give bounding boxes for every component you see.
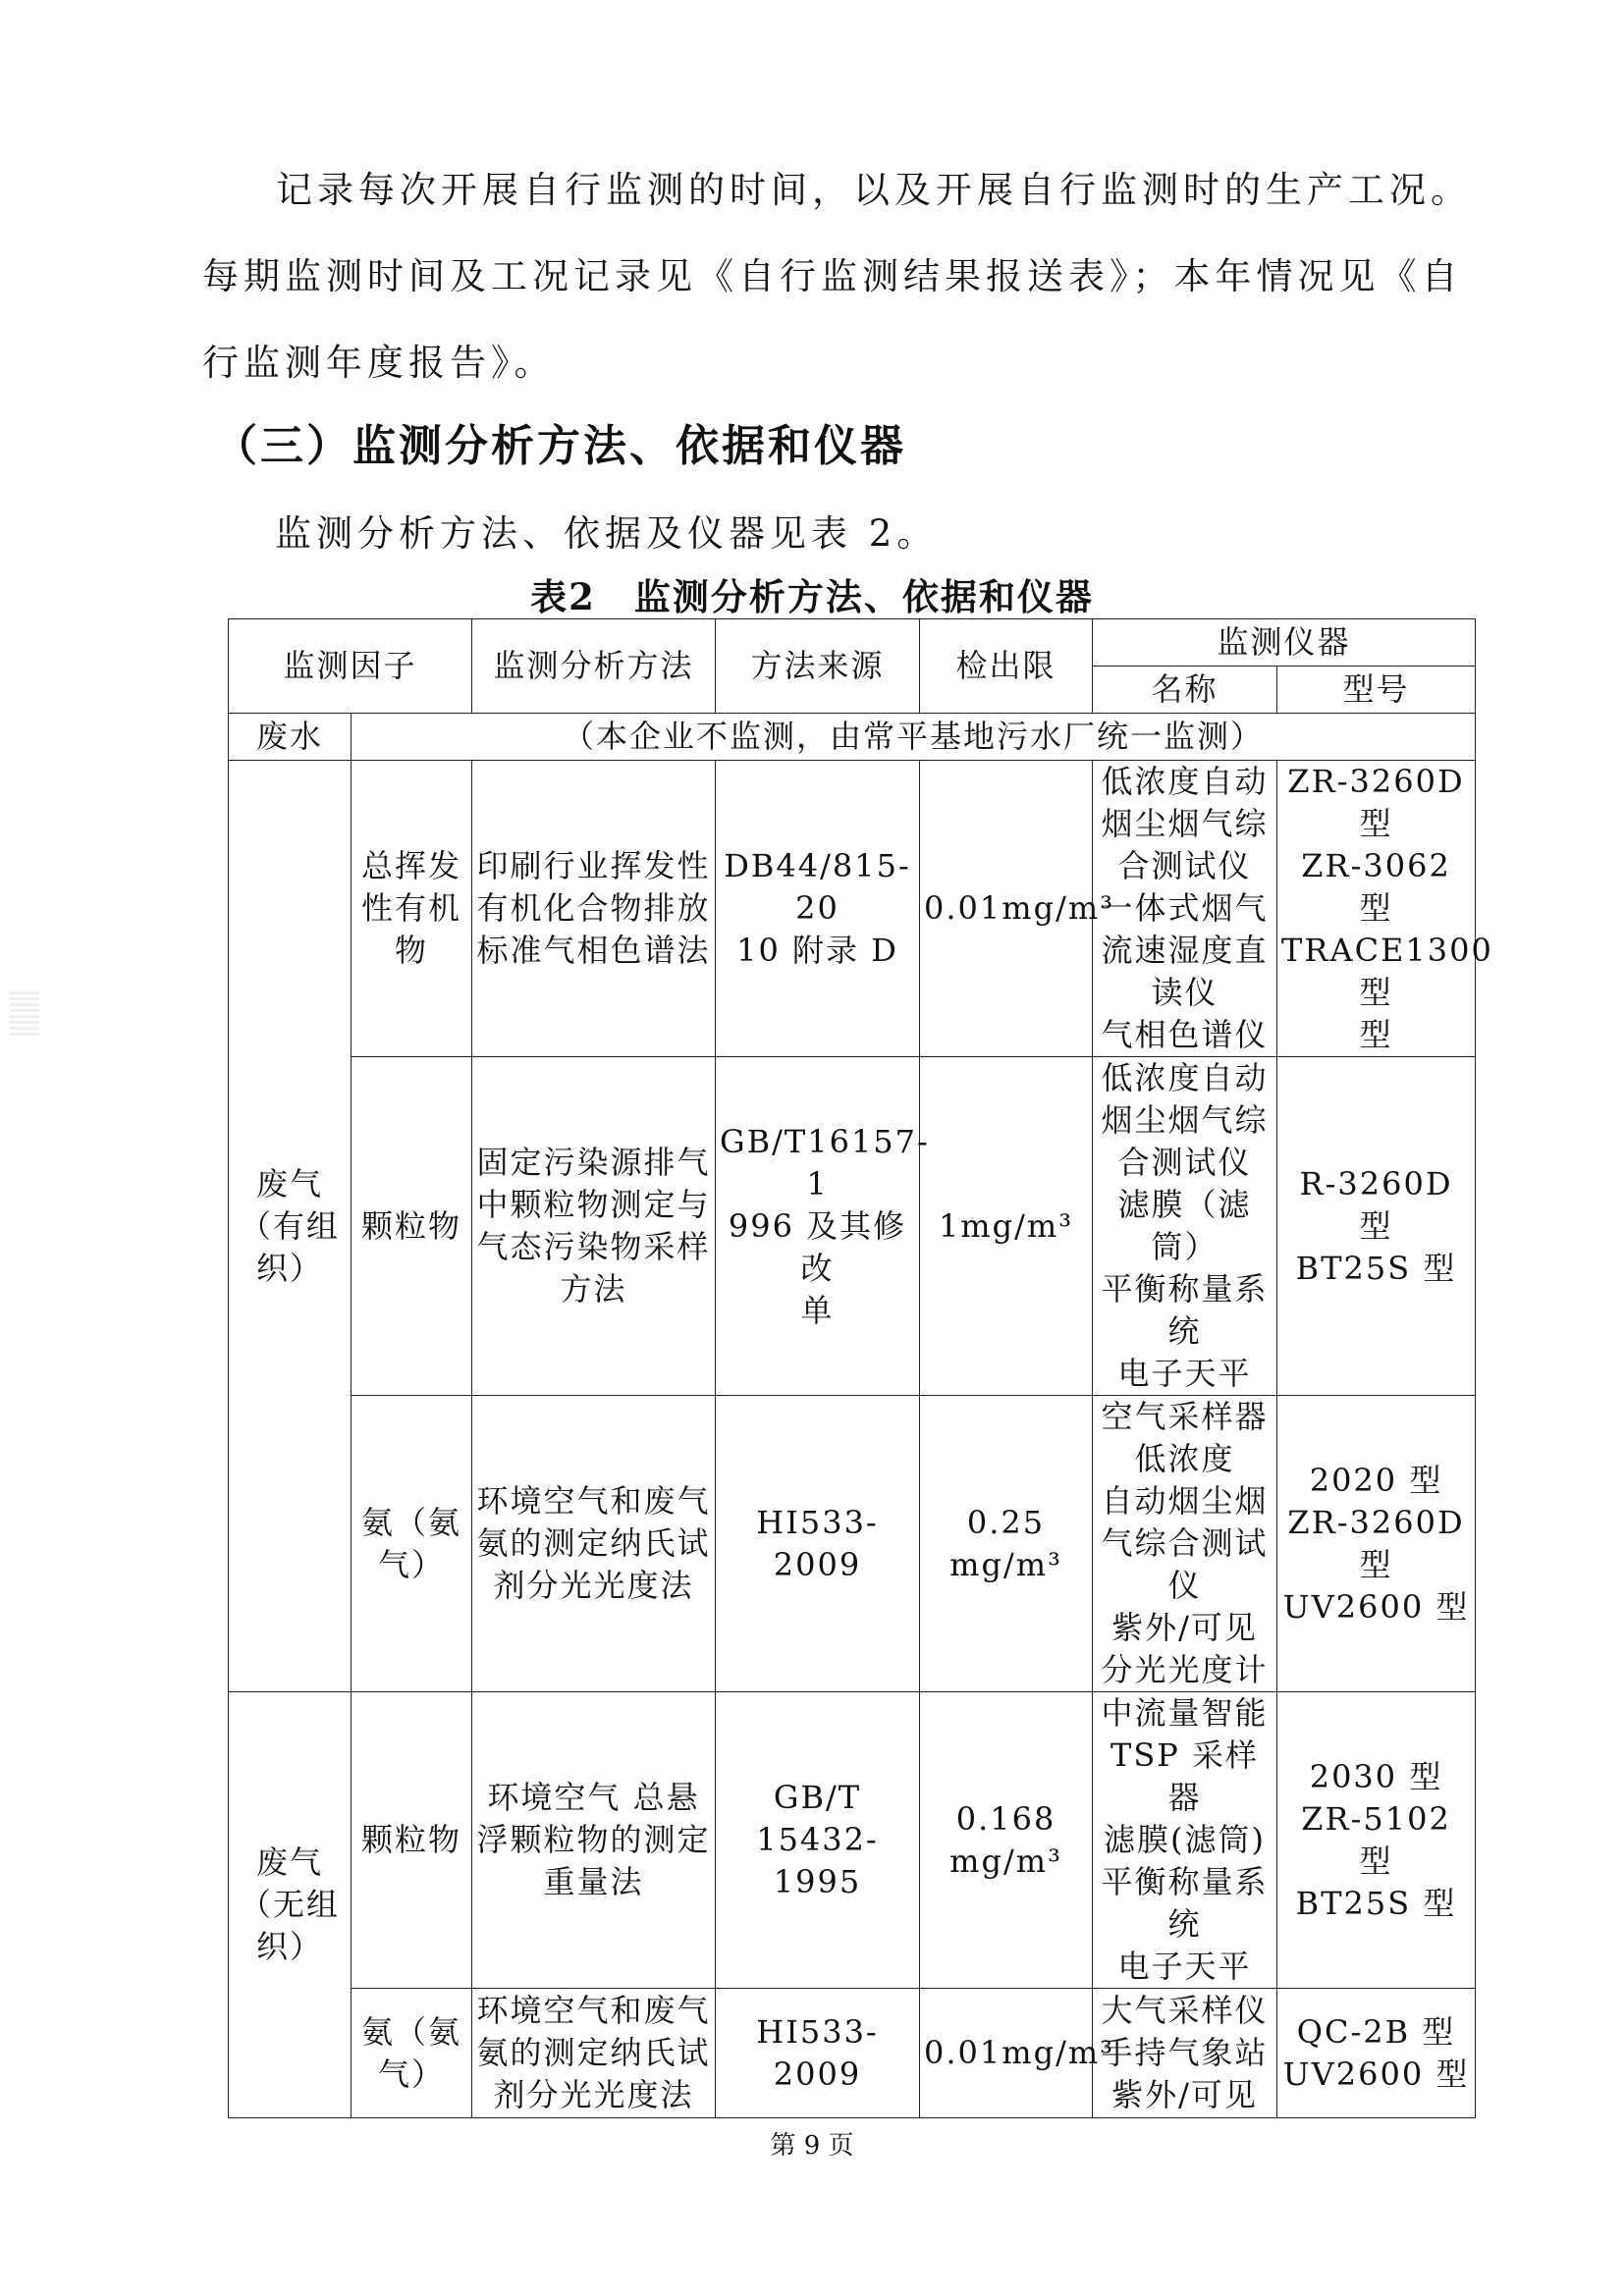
header-method: 监测分析方法 xyxy=(472,619,716,714)
monitoring-methods-table xyxy=(228,618,1493,2118)
row5-source: HI533-2009 xyxy=(716,1989,920,2118)
row2-limit: 1mg/m³ xyxy=(920,1057,1093,1396)
row1-instrument-names: 低浓度自动 烟尘烟气综 合测试仪 一体式烟气 流速湿度直 读仪 气相色谱仪 xyxy=(1093,761,1277,1057)
table-caption: 表2 监测分析方法、依据和仪器 xyxy=(530,575,1094,618)
section-heading: （三）监测分析方法、依据和仪器 xyxy=(214,421,906,471)
row4-source: GB/T 15432-1995 xyxy=(716,1692,920,1989)
table-row xyxy=(229,1989,1476,2118)
row3-source: HI533-2009 xyxy=(716,1396,920,1692)
header-instrument: 监测仪器 xyxy=(1093,619,1476,667)
header-source: 方法来源 xyxy=(716,619,920,714)
row5-instrument-names: 大气采样仪 手持气象站 紫外/可见 xyxy=(1093,1989,1277,2118)
row2-instrument-models: R-3260D 型 BT25S 型 xyxy=(1277,1057,1476,1396)
scan-artifact xyxy=(10,991,39,1036)
wastewater-note: （本企业不监测，由常平基地污水厂统一监测） xyxy=(352,714,1476,761)
row2-instrument-names: 低浓度自动 烟尘烟气综 合测试仪 滤膜（滤筒） 平衡称量系 统 电子天平 xyxy=(1093,1057,1277,1396)
table-row xyxy=(229,1057,1476,1396)
table-row xyxy=(229,1396,1476,1692)
row5-limit: 0.01mg/m³ xyxy=(920,1989,1093,2118)
row1-factor: 总挥发 性有机 物 xyxy=(352,761,472,1057)
row2-source: GB/T16157-1 996 及其修改 单 xyxy=(716,1057,920,1396)
row4-instrument-names: 中流量智能 TSP 采样器 滤膜(滤筒) 平衡称量系 统 电子天平 xyxy=(1093,1692,1277,1989)
row1-instrument-models: ZR-3260D 型 ZR-3062 型 TRACE1300 型 型 xyxy=(1277,761,1476,1057)
row1-method: 印刷行业挥发性 有机化合物排放 标准气相色谱法 xyxy=(472,761,716,1057)
header-instrument-name: 名称 xyxy=(1093,667,1277,714)
header-instrument-model: 型号 xyxy=(1277,667,1476,714)
row5-method: 环境空气和废气 氨的测定纳氏试 剂分光光度法 xyxy=(472,1989,716,2118)
row1-source: DB44/815-20 10 附录 D xyxy=(716,761,920,1057)
row5-factor: 氨（氨 气） xyxy=(352,1989,472,2118)
row4-method: 环境空气 总悬 浮颗粒物的测定 重量法 xyxy=(472,1692,716,1989)
paragraph-table-reference: 监测分析方法、依据及仪器见表 2。 xyxy=(275,512,939,555)
wastewater-row xyxy=(229,714,1476,761)
table-row xyxy=(229,761,1476,1057)
category-wastewater: 废水 xyxy=(229,714,352,761)
header-factor: 监测因子 xyxy=(229,619,472,714)
row1-limit: 0.01mg/m³ xyxy=(920,761,1093,1057)
header-limit: 检出限 xyxy=(920,619,1093,714)
category-unorganized-gas: 废气 （无组 织） xyxy=(229,1692,352,2118)
row3-instrument-names: 空气采样器 低浓度 自动烟尘烟 气综合测试 仪 紫外/可见 分光光度计 xyxy=(1093,1396,1277,1692)
row3-factor: 氨（氨 气） xyxy=(352,1396,472,1692)
row4-limit: 0.168 mg/m³ xyxy=(920,1692,1093,1989)
row5-instrument-models: QC-2B 型 UV2600 型 xyxy=(1277,1989,1476,2118)
row3-limit: 0.25 mg/m³ xyxy=(920,1396,1093,1692)
row2-factor: 颗粒物 xyxy=(352,1057,472,1396)
table-row xyxy=(229,1692,1476,1989)
category-organized-gas: 废气 （有组 织） xyxy=(229,761,352,1692)
row3-instrument-models: 2020 型 ZR-3260D 型 UV2600 型 xyxy=(1277,1396,1476,1692)
row4-factor: 颗粒物 xyxy=(352,1692,472,1989)
row3-method: 环境空气和废气 氨的测定纳氏试 剂分光光度法 xyxy=(472,1396,716,1692)
row2-method: 固定污染源排气 中颗粒物测定与 气态污染物采样 方法 xyxy=(472,1057,716,1396)
page-number: 第 9 页 xyxy=(770,2131,854,2161)
paragraph-monitoring-records: 记录每次开展自行监测的时间，以及开展自行监测时的生产工况。每期监测时间及工况记录见《自行监测结果报送表》；本年情况见《自行监测年度报告》。 xyxy=(202,169,1472,384)
table-header-row xyxy=(229,619,1476,667)
row4-instrument-models: 2030 型 ZR-5102 型 BT25S 型 xyxy=(1277,1692,1476,1989)
